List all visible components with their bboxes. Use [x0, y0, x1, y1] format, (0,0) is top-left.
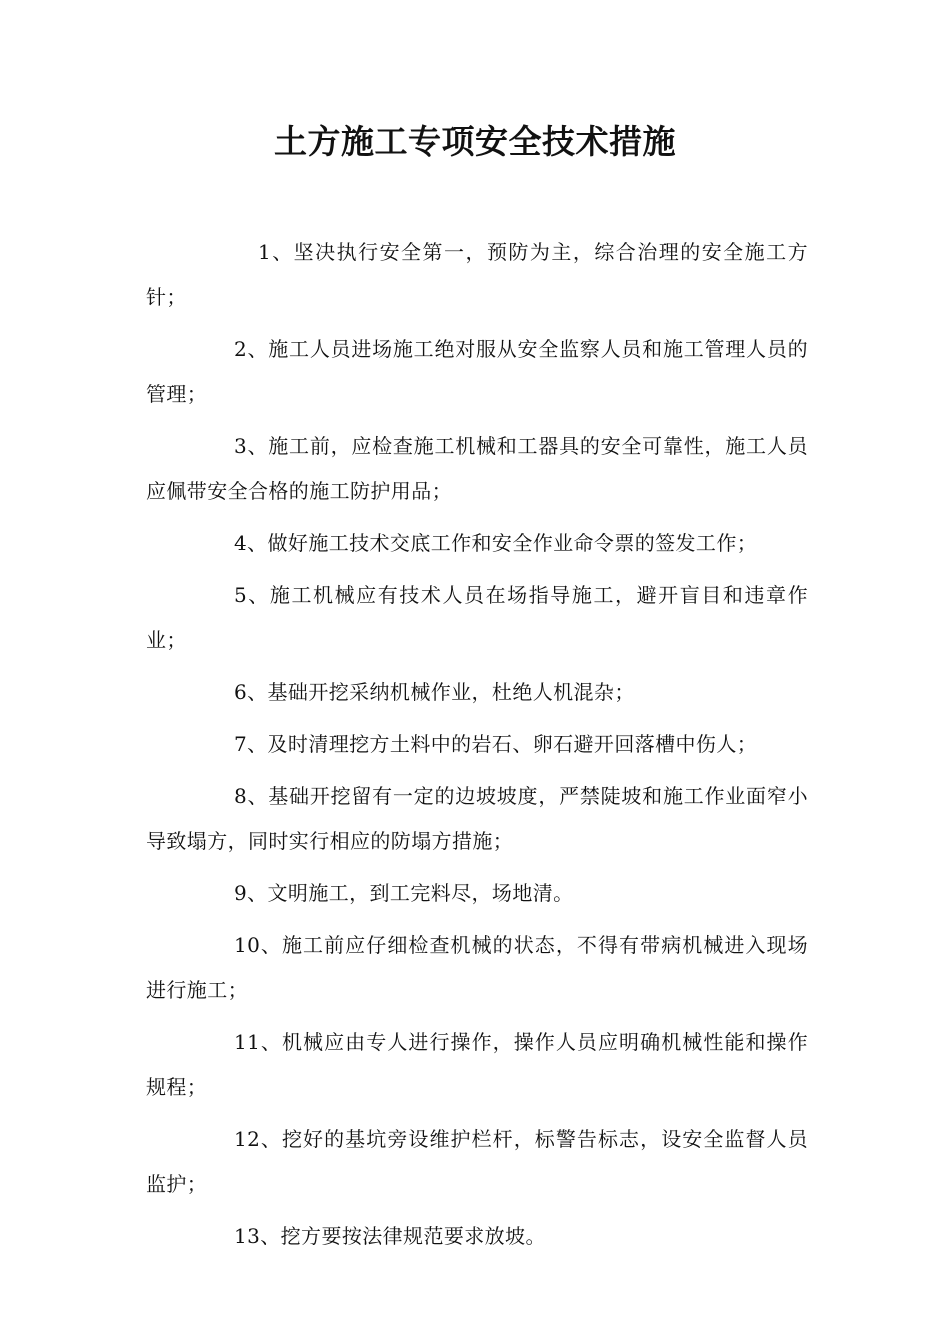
list-item: 1、坚决执行安全第一，预防为主，综合治理的安全施工方针；	[146, 240, 808, 309]
list-item: 5、施工机械应有技术人员在场指导施工，避开盲目和违章作业；	[146, 583, 808, 652]
list-item: 10、施工前应仔细检查机械的状态，不得有带病机械进入现场进行施工；	[146, 933, 808, 1002]
list-item: 9、文明施工，到工完料尽，场地清。	[234, 881, 574, 905]
list-item: 8、基础开挖留有一定的边坡坡度，严禁陡坡和施工作业面窄小导致塌方，同时实行相应的防塌方措施；	[146, 784, 808, 853]
list-item: 6、基础开挖采纳机械作业，杜绝人机混杂；	[234, 680, 635, 704]
document-title: 土方施工专项安全技术措施	[274, 122, 676, 161]
list-item: 12、挖好的基坑旁设维护栏杆，标警告标志，设安全监督人员监护；	[146, 1127, 808, 1196]
list-item: 3、施工前，应检查施工机械和工器具的安全可靠性，施工人员应佩带安全合格的施工防护用品；	[146, 434, 808, 503]
list-item: 7、及时清理挖方土料中的岩石、卵石避开回落槽中伤人；	[234, 732, 758, 756]
list-item: 11、机械应由专人进行操作，操作人员应明确机械性能和操作规程；	[146, 1030, 808, 1099]
list-item: 13、挖方要按法律规范要求放坡。	[234, 1224, 546, 1248]
list-item: 2、施工人员进场施工绝对服从安全监察人员和施工管理人员的管理；	[146, 337, 808, 406]
document-body	[146, 230, 808, 1266]
list-item: 4、做好施工技术交底工作和安全作业命令票的签发工作；	[234, 531, 758, 555]
